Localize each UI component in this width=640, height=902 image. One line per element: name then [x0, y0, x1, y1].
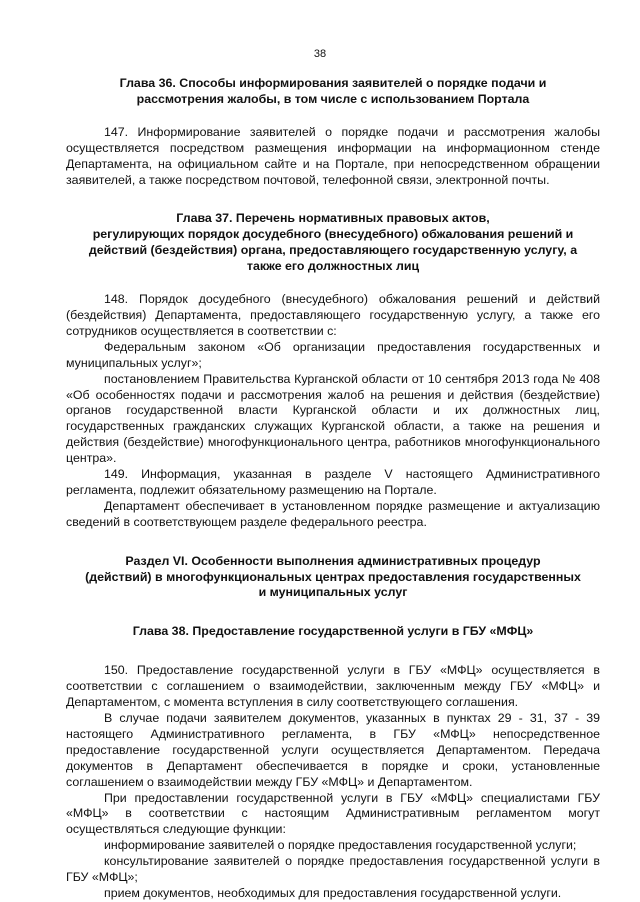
document-body — [66, 76, 600, 902]
heading-line: и муниципальных услуг — [258, 585, 408, 600]
paragraph-150: 150. Предоставление государственной услуги в ГБУ «МФЦ» осуществляется в соответствии с соглашением о взаимодействии, заключенным между ГБУ «МФЦ» и Департаментом, с момента вступления в силу соответствующего соглашения. — [66, 663, 600, 710]
paragraph-148-federal-law: Федеральным законом «Об организации предоставления государственных и муниципальных услуг»; — [66, 339, 600, 370]
function-item-receiving: прием документов, необходимых для предоставления государственной услуги. — [104, 885, 562, 900]
heading-line: Раздел VI. Особенности выполнения административных процедур — [125, 553, 541, 568]
heading-line: также его должностных лиц — [246, 259, 420, 274]
section-6-heading — [66, 554, 600, 602]
page-number: 38 — [313, 48, 327, 60]
heading-line: (действий) в многофункциональных центрах предоставления государственных — [85, 569, 581, 584]
heading-line: регулирующих порядок досудебного (внесудебного) обжалования решений и — [92, 227, 574, 242]
paragraph-149-registry: Департамент обеспечивает в установленном порядке размещение и актуализацию сведений в соответствующем разделе федерального реестра. — [66, 498, 600, 529]
chapter-37-heading — [66, 211, 600, 275]
function-item-informing: информирование заявителей о порядке предоставления государственной услуги; — [104, 838, 577, 853]
paragraph-147: 147. Информирование заявителей о порядке подачи и рассмотрения жалобы осуществляется посредством размещения информации на информационном стенде Департамента, на официальном сайте и на Портале, при непосредственном обращении заявителей, а также посредством почтовой, телефонной связи, электронной почты. — [66, 124, 600, 187]
chapter-36-heading — [66, 76, 600, 108]
paragraph-149: 149. Информация, указанная в разделе V настоящего Административного регламента, подлежит обязательному размещению на Портале. — [66, 467, 600, 497]
paragraph-150-functions: При предоставлении государственной услуги в ГБУ «МФЦ» специалистами ГБУ «МФЦ» в соответствии с настоящим Административным регламентом могут осуществляться следующие функции: — [66, 790, 600, 837]
heading-line: действий (бездействия) органа, предоставляющего государственную услугу, а — [88, 243, 578, 258]
chapter-38-heading — [66, 624, 600, 640]
paragraph-148-decree: постановлением Правительства Курганской области от 10 сентября 2013 года № 408 «Об особенностях подачи и рассмотрения жалоб на решения и действия (бездействие) органов государственной власти Курганской области и их должностных лиц, государственных гражданских служащих Курганской области, а также на решения и действия (бездействие) многофункционального центра, работников многофункционального центра». — [66, 371, 600, 466]
heading-line: Глава 37. Перечень нормативных правовых актов, — [176, 211, 490, 226]
paragraph-150-documents: В случае подачи заявителем документов, указанных в пунктах 29 - 31, 37 - 39 настоящего Административного регламента, в ГБУ «МФЦ» непосредственное предоставление государственной услуги осуществляется Департаментом. Передача документов в Департамент обеспечивается в порядке и сроки, установленные соглашением о взаимодействии между ГБУ «МФЦ» и Департаментом. — [66, 711, 600, 789]
heading-line: Глава 38. Предоставление государственной услуги в ГБУ «МФЦ» — [132, 624, 534, 639]
heading-line: Глава 36. Способы информирования заявителей о порядке подачи и — [119, 76, 547, 90]
function-item-consulting: консультирование заявителей о порядке предоставления государственной услуги в ГБУ «МФЦ»; — [66, 854, 600, 885]
paragraph-148: 148. Порядок досудебного (внесудебного) обжалования решений и действий (бездействия) Департамента, предоставляющего государственную услугу, а также его сотрудников осуществляется в соответствии с: — [66, 292, 600, 338]
heading-line: рассмотрения жалобы, в том числе с использованием Портала — [136, 91, 530, 106]
